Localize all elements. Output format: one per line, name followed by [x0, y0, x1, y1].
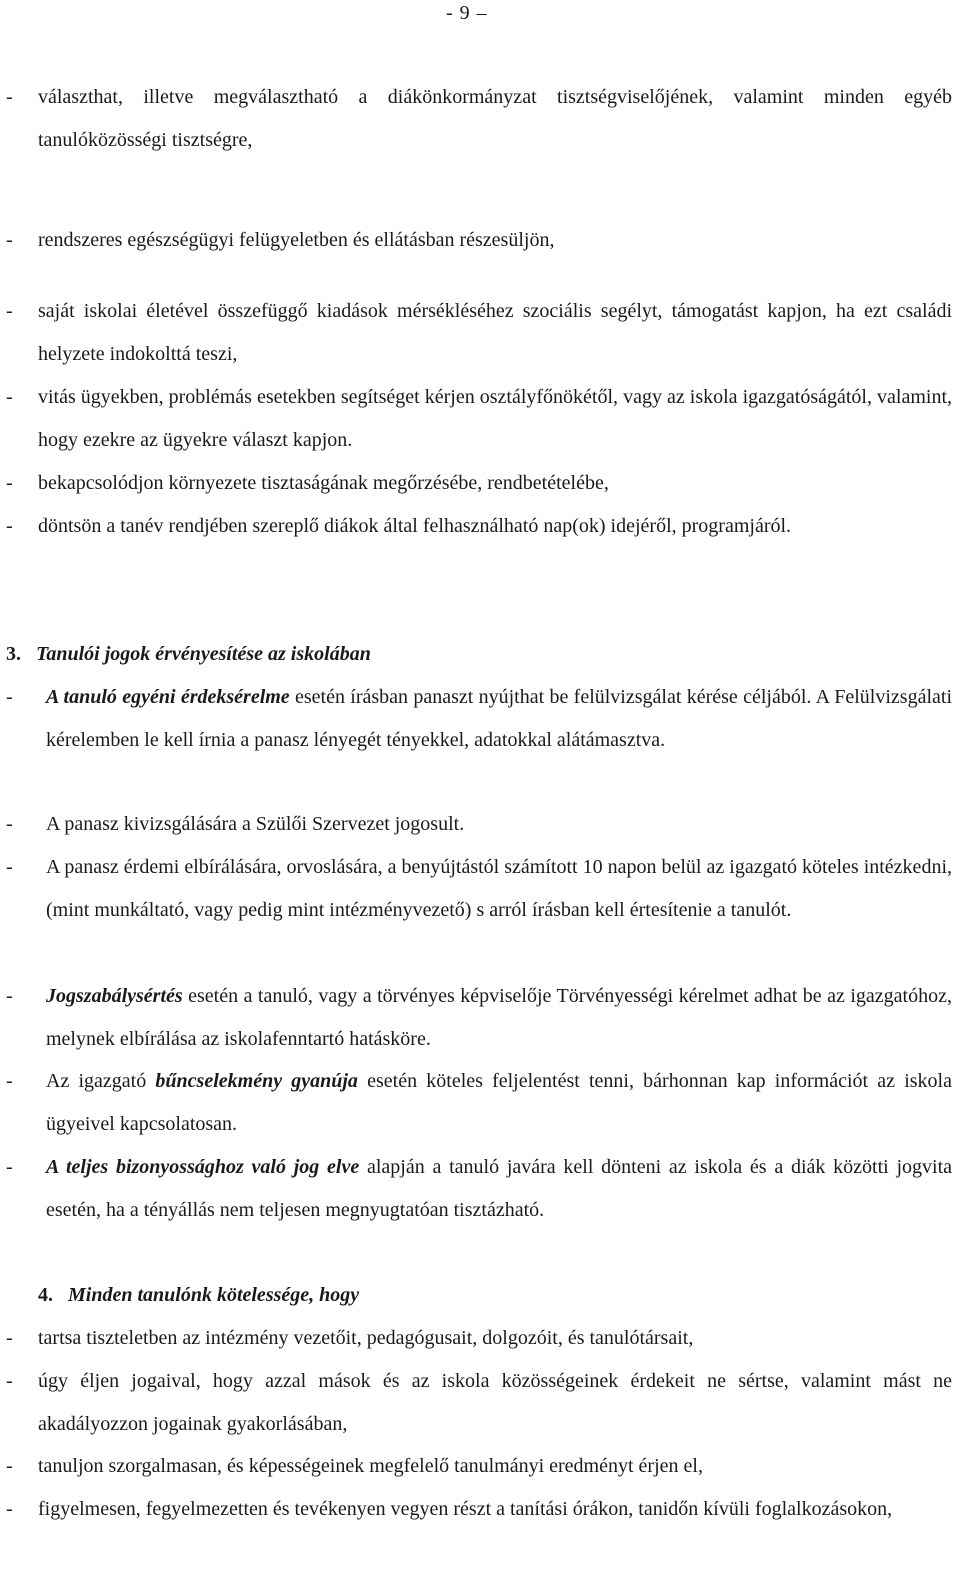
- list-dash: -: [6, 1498, 13, 1520]
- list-dash: -: [6, 86, 13, 108]
- list-item: [0, 975, 952, 1060]
- list-item-text: tanuljon szorgalmasan, és képességeinek megfelelő tanulmányi eredményt érjen el,: [38, 1455, 703, 1477]
- emphasis: bűncselekmény gyanúja: [155, 1070, 358, 1092]
- list-item-text: figyelmesen, fegyelmezetten és tevékenyen vegyen részt a tanítási órákon, tanidőn kívüli foglalkozásokon,: [38, 1498, 893, 1520]
- list-item-text: vitás ügyekben, problémás esetekben segítséget kérjen osztályfőnökétől, vagy az iskola igazgatóságától, valamint, hogy ezekre az ügyekre választ kapjon.: [38, 386, 952, 451]
- text: esetén a tanuló, vagy a törvényes képviselője Törvényességi kérelmet adhat be az igazgatóhoz, melynek elbírálása az iskolafenntartó hatásköre.: [46, 985, 952, 1050]
- list-dash: -: [6, 515, 13, 537]
- text: alapján a tanuló javára kell dönteni az iskola és a diák közötti jogvita esetén, ha a tényállás nem teljesen megnyugtatóan tisztázható.: [46, 1156, 953, 1221]
- list-item: [0, 1060, 952, 1145]
- list-dash: -: [6, 472, 13, 494]
- list-item-text: tartsa tiszteletben az intézmény vezetőit, pedagógusait, dolgozóit, és tanulótársait,: [38, 1327, 694, 1349]
- section-number: 4.: [38, 1284, 53, 1306]
- list-dash: -: [6, 386, 13, 408]
- list-dash: -: [6, 229, 13, 251]
- list-dash: -: [6, 856, 13, 878]
- list-item: [0, 219, 952, 262]
- list-dash: -: [6, 985, 13, 1007]
- section-heading: [38, 1274, 359, 1316]
- emphasis: A tanuló egyéni érdeksérelme: [46, 686, 290, 708]
- section-title: Minden tanulónk kötelessége, hogy: [68, 1284, 360, 1306]
- list-dash: -: [6, 300, 13, 322]
- text: esetén írásban panaszt nyújthat be felülvizsgálat kérése céljából. A Felülvizsgálati kérelemben le kell írnia a panasz lényegét tényekkel, adatokkal alátámasztva.: [46, 686, 952, 751]
- list-item: [0, 1317, 952, 1360]
- list-item: [0, 376, 952, 461]
- text: esetén köteles feljelentést tenni, bárhonnan kap információt az iskola ügyeivel kapcsolatosan.: [46, 1070, 952, 1135]
- section-heading: [6, 633, 371, 675]
- list-item-text: úgy éljen jogaival, hogy azzal mások és az iskola közösségeinek érdekeit ne sértse, valamint mást ne akadályozzon jogainak gyakorlásában,: [38, 1370, 952, 1435]
- list-item-text: [46, 676, 952, 761]
- list-dash: -: [6, 1370, 13, 1392]
- list-item: [0, 803, 952, 846]
- list-item: [0, 846, 952, 931]
- list-item: [0, 76, 952, 161]
- list-item: [0, 1360, 952, 1445]
- list-item: [0, 1146, 952, 1231]
- list-item-text: választhat, illetve megválasztható a diákönkormányzat tisztségviselőjének, valamint minden egyéb tanulóközösségi tisztségre,: [38, 86, 952, 151]
- list-item-text: [46, 846, 952, 931]
- list-item: [0, 1445, 952, 1488]
- list-item-text: [46, 803, 952, 846]
- list-item-text: döntsön a tanév rendjében szereplő diákok által felhasználható nap(ok) idejéről, programjáról.: [38, 515, 792, 537]
- list-dash: -: [6, 1455, 13, 1477]
- text: A panasz érdemi elbírálására, orvoslására, a benyújtástól számított 10 napon belül az igazgató köteles intézkedni, (mint munkáltató, vagy pedig mint intézményvezető) s arról írásban kell értesítenie a tanulót.: [46, 856, 952, 921]
- list-dash: -: [6, 1156, 13, 1178]
- list-dash: -: [6, 1327, 13, 1349]
- list-item-text: saját iskolai életével összefüggő kiadások mérsékléséhez szociális segélyt, támogatást kapjon, ha ezt családi helyzete indokolttá teszi,: [38, 300, 952, 365]
- page-number: - 9 –: [446, 2, 488, 24]
- section-title: Tanulói jogok érvényesítése az iskolában: [36, 643, 371, 665]
- list-item: [0, 676, 952, 761]
- list-item-text: bekapcsolódjon környezete tisztaságának megőrzésébe, rendbetételébe,: [38, 472, 609, 494]
- text: A panasz kivizsgálására a Szülői Szervezet jogosult.: [46, 813, 465, 835]
- list-item: [0, 290, 952, 375]
- list-item-text: [46, 1060, 952, 1145]
- list-dash: -: [6, 813, 13, 835]
- list-item-text: rendszeres egészségügyi felügyeletben és ellátásban részesüljön,: [38, 229, 555, 251]
- text: Az igazgató: [46, 1070, 156, 1092]
- list-item-text: [46, 975, 952, 1060]
- emphasis: A teljes bizonyossághoz való jog elve: [46, 1156, 360, 1178]
- list-dash: -: [6, 1070, 13, 1092]
- list-item: [0, 1488, 952, 1531]
- list-dash: -: [6, 686, 13, 708]
- section-number: 3.: [6, 643, 21, 665]
- list-item: [0, 505, 952, 548]
- list-item: [0, 462, 952, 505]
- emphasis: Jogszabálysértés: [46, 985, 183, 1007]
- list-item-text: [46, 1146, 952, 1231]
